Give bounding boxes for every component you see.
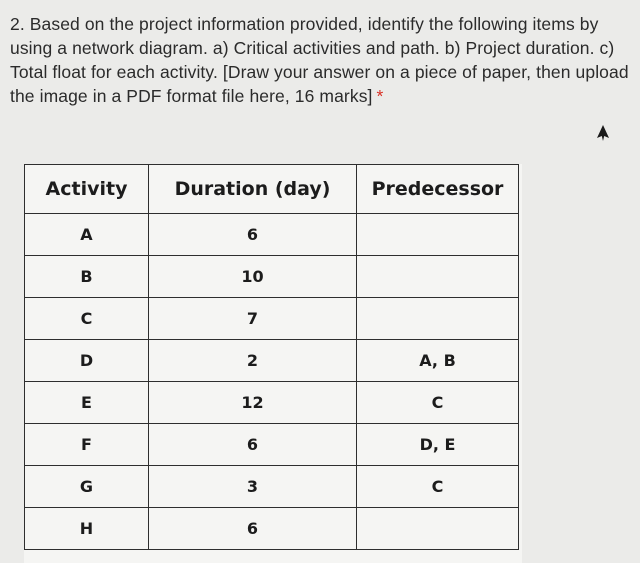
cell-duration: 12 — [149, 382, 357, 424]
table-row — [25, 340, 519, 382]
cell-predecessor: C — [357, 466, 519, 508]
cell-duration: 6 — [149, 424, 357, 466]
cell-predecessor: D, E — [357, 424, 519, 466]
project-table-paper — [24, 164, 522, 563]
header-duration: Duration (day) — [149, 165, 357, 214]
table-row — [25, 256, 519, 298]
cell-activity: H — [25, 508, 149, 550]
table-row — [25, 424, 519, 466]
cell-activity: G — [25, 466, 149, 508]
cell-duration: 3 — [149, 466, 357, 508]
cell-duration: 10 — [149, 256, 357, 298]
cell-activity: B — [25, 256, 149, 298]
cell-predecessor: C — [357, 382, 519, 424]
table-row — [25, 214, 519, 256]
cell-duration: 7 — [149, 298, 357, 340]
cell-activity: F — [25, 424, 149, 466]
cell-predecessor — [357, 508, 519, 550]
required-asterisk: * — [376, 86, 384, 106]
table-row — [25, 382, 519, 424]
project-activity-table — [24, 164, 519, 550]
cell-duration: 6 — [149, 508, 357, 550]
table-row — [25, 466, 519, 508]
cell-duration: 6 — [149, 214, 357, 256]
question-text-block — [10, 12, 638, 108]
table-header-row — [25, 165, 519, 214]
cell-duration: 2 — [149, 340, 357, 382]
cell-predecessor: A, B — [357, 340, 519, 382]
header-activity: Activity — [25, 165, 149, 214]
table-row — [25, 508, 519, 550]
cell-predecessor — [357, 214, 519, 256]
cell-predecessor — [357, 298, 519, 340]
table-row — [25, 298, 519, 340]
cell-activity: C — [25, 298, 149, 340]
mouse-pointer-icon — [596, 124, 610, 142]
cell-activity: E — [25, 382, 149, 424]
header-predecessor: Predecessor — [357, 165, 519, 214]
cell-predecessor — [357, 256, 519, 298]
question-text: 2. Based on the project information provided, identify the following items by using a network diagram. a) Critical activities and path. b) Project duration. c) Total float for each activity. [Draw your answer on a piece of paper, then upload the image in a PDF format file here, 16 marks] — [10, 14, 629, 106]
cell-activity: D — [25, 340, 149, 382]
cell-activity: A — [25, 214, 149, 256]
